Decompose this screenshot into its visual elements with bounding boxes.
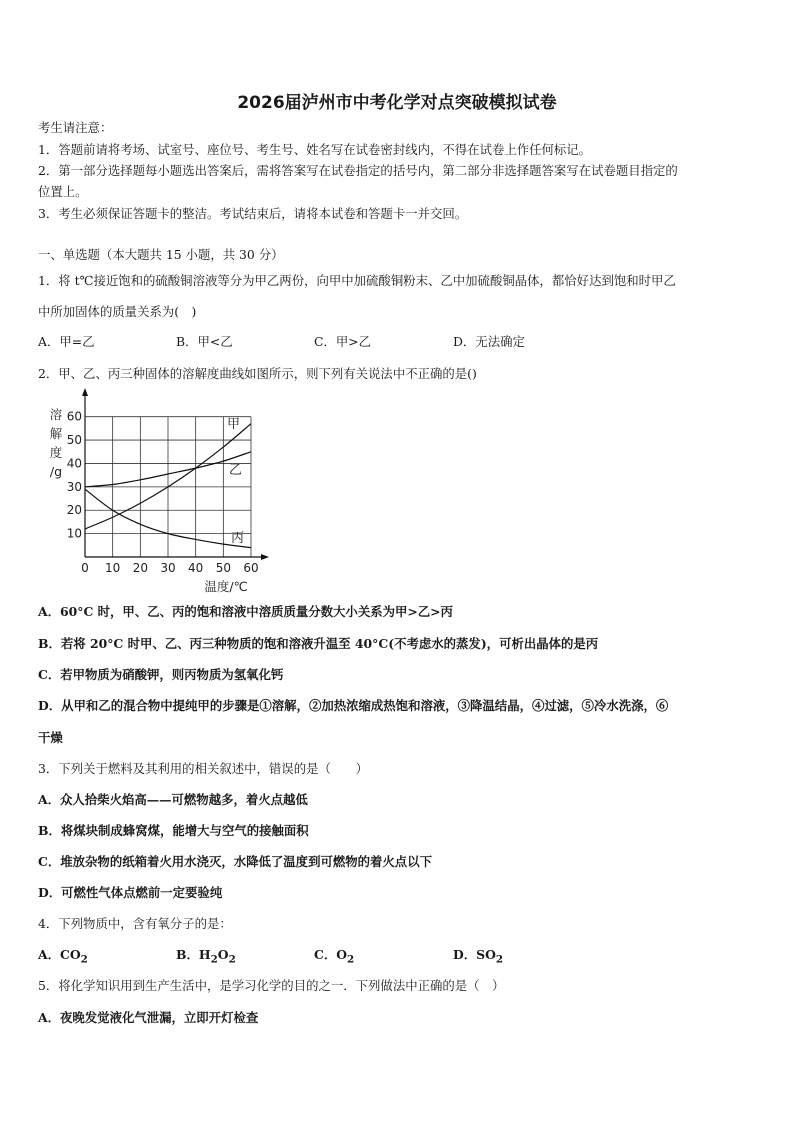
x-tick-label: 50 [215,561,231,575]
q1-option-b: B．甲<乙 [176,334,233,349]
q2-option-d-cont: 干燥 [38,730,63,745]
x-tick-label: 0 [81,561,89,575]
series-label-乙: 乙 [229,463,243,478]
q4-stem: 4．下列物质中，含有氧分子的是： [38,916,232,931]
q2-option-a: A．60°C 时，甲、乙、丙的饱和溶液中溶质质量分数大小关系为甲>乙>丙 [38,604,453,619]
q5-stem: 5．将化学知识用到生产生活中，是学习化学的目的之一．下列做法中正确的是（ ） [38,978,505,993]
x-tick-label: 10 [105,561,121,575]
q2-option-c: C．若甲物质为硝酸钾，则丙物质为氢氧化钙 [38,667,284,682]
y-axis-label-char: 度 [49,445,63,460]
notice-item-3: 3．考生必须保证答题卡的整洁。考试结束后，请将本试卷和答题卡一并交回。 [38,206,468,221]
y-tick-label: 10 [66,526,82,541]
q5-option-a: A．夜晚发觉液化气泄漏，立即开灯检查 [38,1010,259,1025]
series-label-甲: 甲 [227,417,241,432]
q3-option-b: B．将煤块制成蜂窝煤，能增大与空气的接触面积 [38,823,309,838]
section-heading: 一、单选题（本大题共 15 小题，共 30 分） [38,247,284,262]
y-tick-label: 20 [66,503,82,518]
q1-stem-line2: 中所加固体的质量关系为( ) [38,304,197,319]
q3-option-c: C．堆放杂物的纸箱着火用水浇灭，水降低了温度到可燃物的着火点以下 [38,854,432,869]
x-axis-label: 温度/℃ [204,579,248,594]
x-axis-arrow [261,554,269,560]
q1-stem-line1: 1．将 t℃接近饱和的硫酸铜溶液等分为甲乙两份，向甲中加硫酸铜粉末、乙中加硫酸铜晶体，都恰好达到饱和时甲乙 [38,273,676,288]
notice-item-2-cont: 位置上。 [38,184,88,199]
q3-option-a: A．众人拾柴火焰高——可燃物越多，着火点越低 [38,792,308,807]
y-axis-arrow [82,388,88,396]
series-label-丙: 丙 [231,531,245,546]
y-tick-label: 40 [66,456,82,471]
chart-ticks [67,410,259,575]
y-axis-label-char: 解 [49,426,63,441]
y-tick-label: 50 [66,433,82,448]
q4-option-d: D．$SO_2$ [453,947,504,966]
q1-option-d: D．无法确定 [453,334,525,349]
y-axis-label-char: 溶 [49,407,63,422]
page-title: 2026届泸州市中考化学对点突破模拟试卷 [237,93,557,113]
q4-option-a: A．$CO_2$ [38,947,88,966]
x-tick-label: 40 [188,561,204,575]
x-tick-label: 20 [132,561,148,575]
y-tick-label: 30 [66,479,82,494]
y-axis-label-char: /g [49,464,63,479]
q4-option-c: C．$O_2$ [314,947,355,966]
notice-item-1: 1．答题前请将考场、试室号、座位号、考生号、姓名写在试卷密封线内，不得在试卷上作任何标记。 [38,142,592,157]
y-tick-label: 60 [66,409,82,424]
notice-heading: 考生请注意： [38,120,113,135]
q1-option-c: C．甲>乙 [314,334,372,349]
q4-option-b: B．$H_2O_2$ [176,947,236,966]
x-tick-label: 60 [243,561,259,575]
solubility-chart [44,388,274,598]
q3-stem: 3．下列关于燃料及其利用的相关叙述中，错误的是（ ） [38,761,369,776]
notice-item-2: 2．第一部分选择题每小题选出答案后，需将答案写在试卷指定的括号内，第二部分非选择题答案写在试卷题目指定的 [38,163,678,178]
q3-option-d: D．可燃性气体点燃前一定要验纯 [38,885,223,900]
q2-option-b: B．若将 20°C 时甲、乙、丙三种物质的饱和溶液升温至 40°C(不考虑水的蒸发)，可析出晶体的是丙 [38,636,599,651]
q1-option-a: A．甲=乙 [38,334,95,349]
x-tick-label: 30 [160,561,176,575]
q2-option-d: D．从甲和乙的混合物中提纯甲的步骤是①溶解，②加热浓缩成热饱和溶液，③降温结晶，④过滤，⑤冷水洗涤，⑥ [38,698,669,713]
q2-stem: 2．甲、乙、丙三种固体的溶解度曲线如图所示，则下列有关说法中不正确的是() [38,366,477,381]
